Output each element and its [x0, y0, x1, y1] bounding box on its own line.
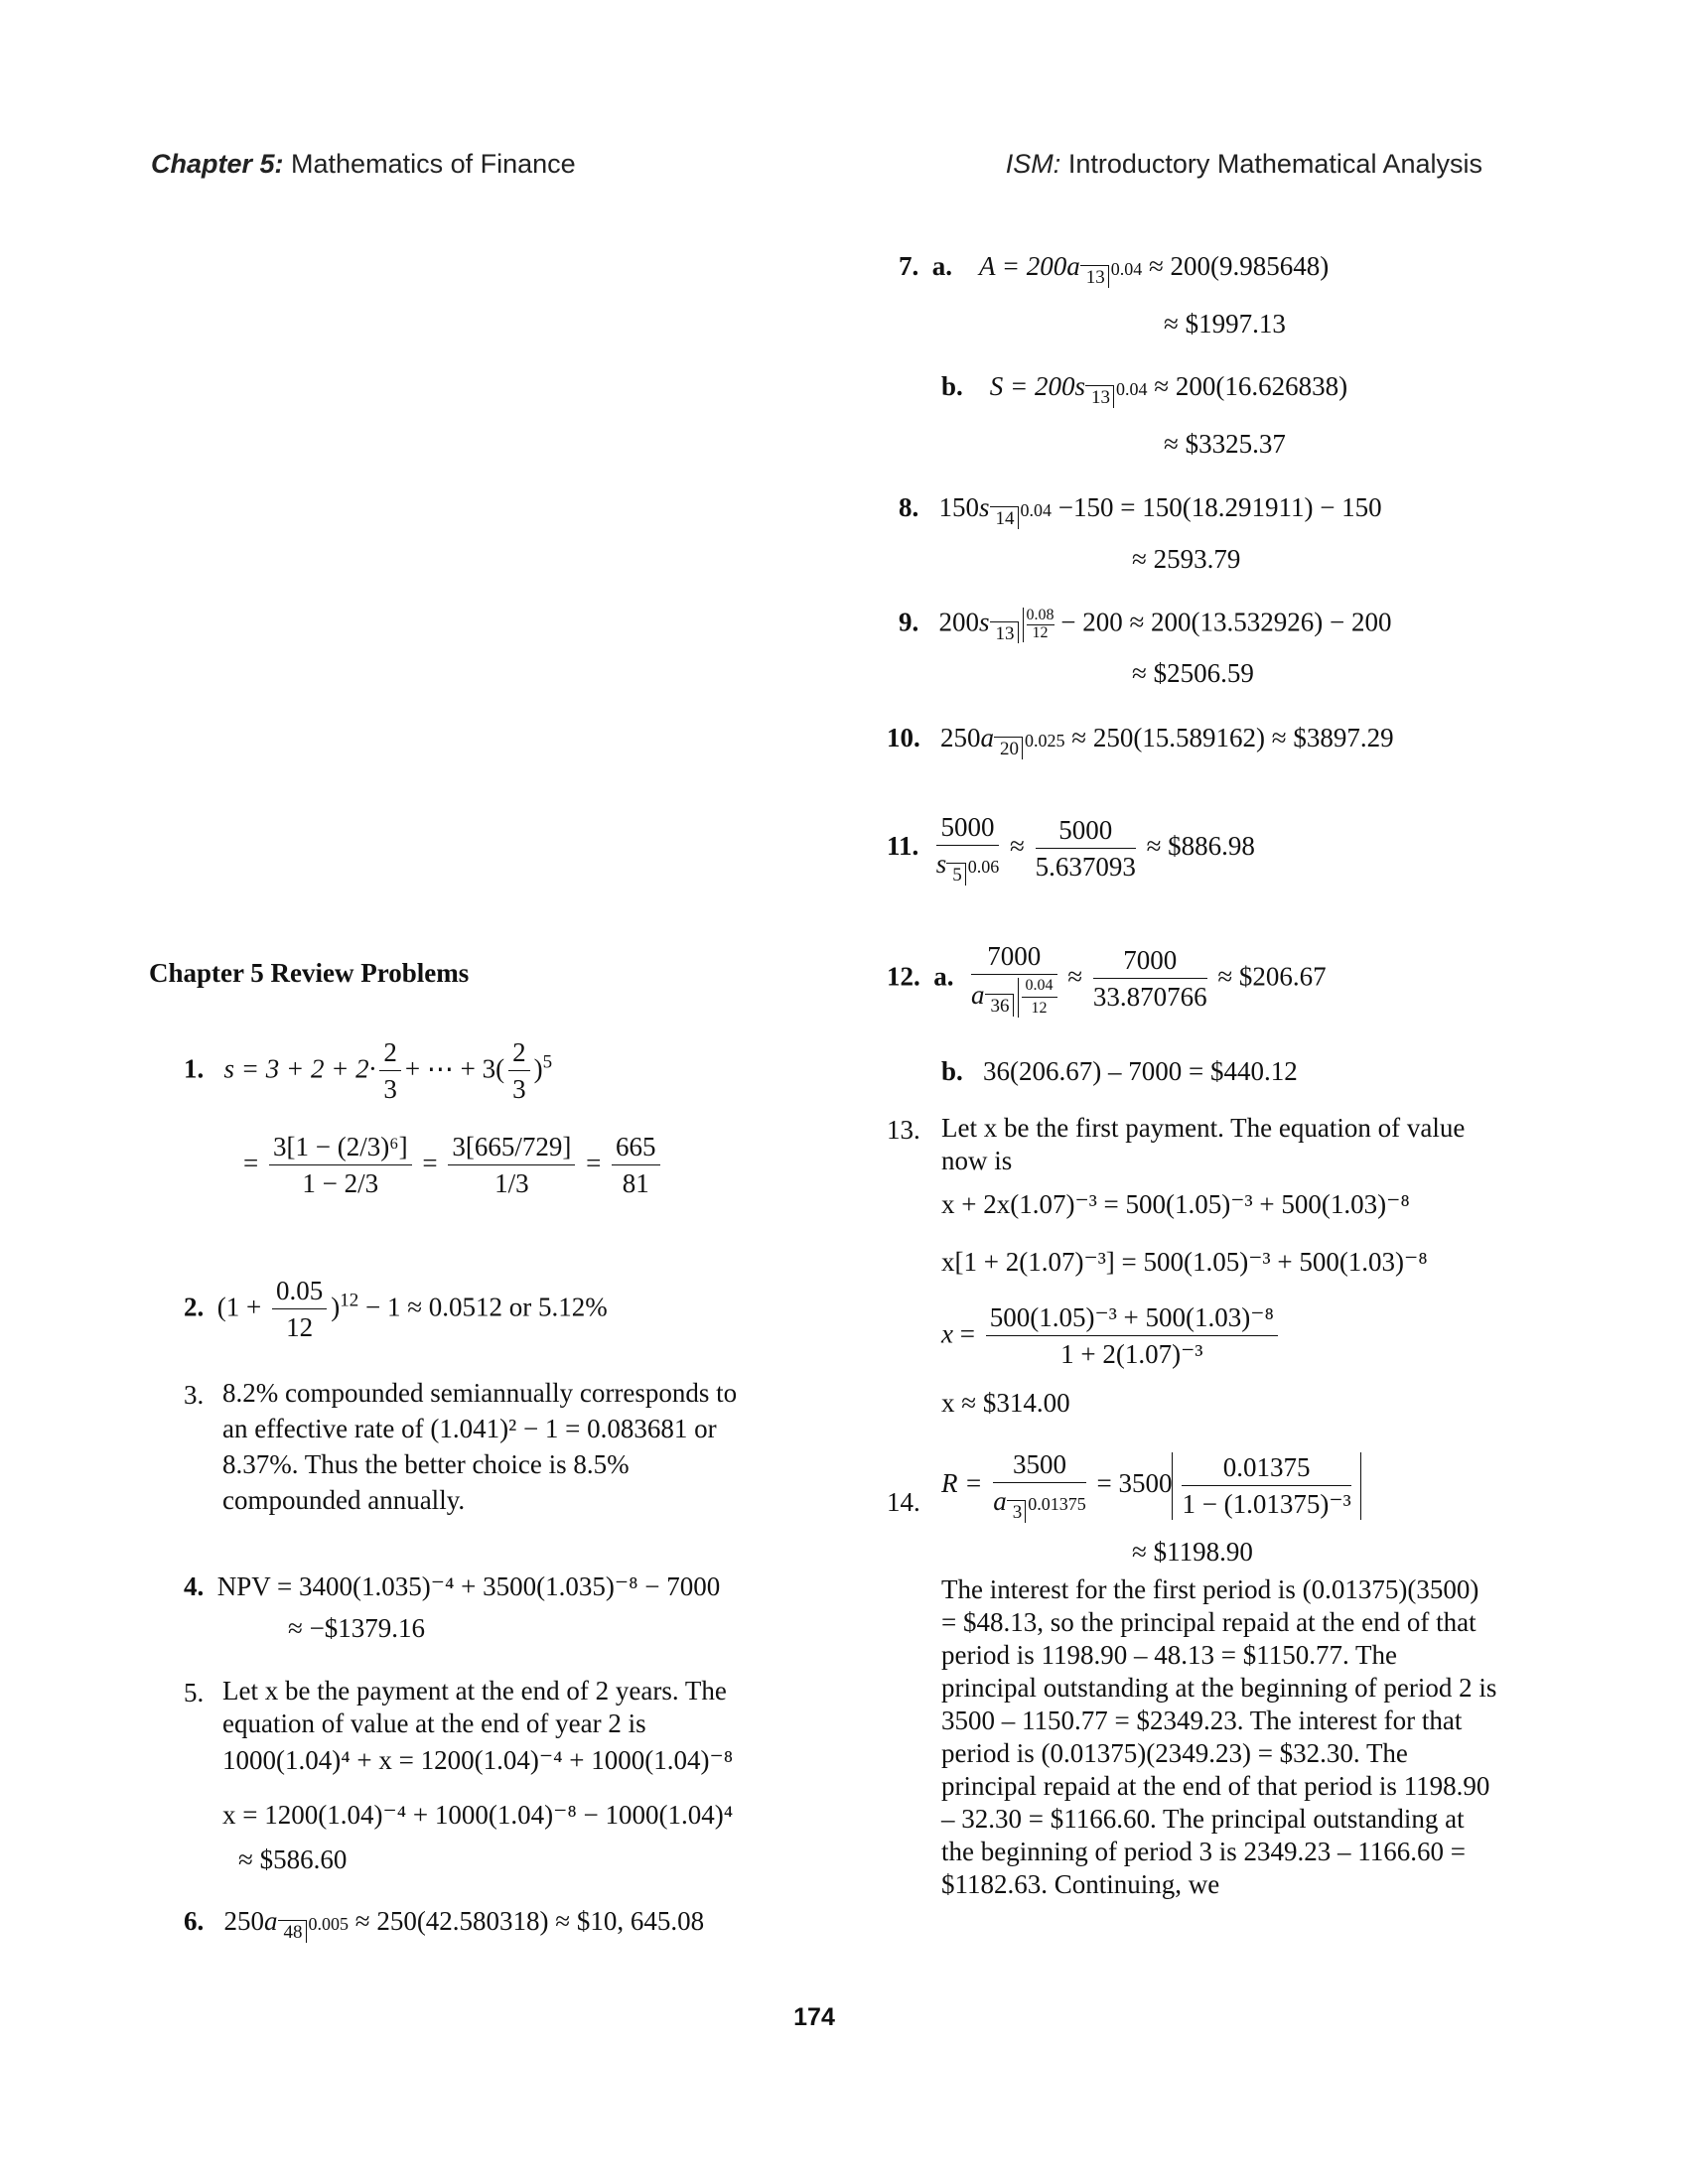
problem-3-num: 3. — [184, 1380, 205, 1410]
header-left — [151, 149, 576, 180]
problem-14-num: 14. — [887, 1487, 920, 1517]
problem-6: 6. 250a 48 0.005 ≈ 250(42.580318) ≈ $10, 645.08 — [184, 1906, 705, 1943]
problem-7b: b. S = 200s 13 0.04 ≈ 200(16.626838) — [941, 371, 1348, 408]
problem-13-line2: x[1 + 2(1.07)⁻³] = 500(1.05)⁻³ + 500(1.03)⁻⁸ — [941, 1247, 1428, 1277]
problem-5-intro: Let x be the payment at the end of 2 years. The equation of value at the end of year 2 is — [222, 1676, 727, 1738]
problem-8: 8. 150s 14 0.04 −150 = 150(18.291911) − 150 — [899, 492, 1382, 529]
problem-4-line2: ≈ −$1379.16 — [288, 1613, 426, 1643]
problem-8-result: ≈ 2593.79 — [1132, 544, 1241, 574]
problem-13-num: 13. — [887, 1115, 920, 1145]
problem-5-line2: x = 1200(1.04)⁻⁴ + 1000(1.04)⁻⁸ − 1000(1.04)⁴ — [222, 1800, 734, 1830]
problem-7a: 7. a. A = 200a 13 0.04 ≈ 200(9.985648) — [899, 251, 1330, 288]
problem-13-result: x ≈ $314.00 — [941, 1388, 1070, 1418]
problem-7a-result: ≈ $1997.13 — [1164, 309, 1286, 339]
problem-5-line1: 1000(1.04)⁴ + x = 1200(1.04)⁻⁴ + 1000(1.04)⁻⁸ — [222, 1745, 734, 1775]
problem-5-num: 5. — [184, 1678, 205, 1707]
ism-label: ISM: — [1005, 149, 1061, 179]
header-right — [1006, 149, 1482, 180]
problem-14-result: ≈ $1198.90 — [1132, 1537, 1253, 1567]
problem-13-line1: x + 2x(1.07)⁻³ = 500(1.05)⁻³ + 500(1.03)⁻⁸ — [941, 1189, 1410, 1219]
section-title: Chapter 5 Review Problems — [149, 958, 470, 988]
problem-1-line1: 1. s = 3 + 2 + 2· $\frac{2}{3}$ + ⋯ + 3( $\frac{2}{3}$ )$^5$ — [184, 1037, 553, 1105]
problem-13-line3: x = $\frac{\text{500(1.05)⁻³ + 500(1.03)⁻⁸}}{\text{1 + 2(1.07)⁻³}}$ — [941, 1302, 1282, 1370]
problem-9-result: ≈ $2506.59 — [1132, 658, 1254, 688]
chapter-label: Chapter 5: — [151, 149, 284, 179]
problem-14-eq: R = $\frac{3500}{a 3 0.01375}$ = 3500 $\frac{0.01375}{\text{1 − (1.01375)⁻³}}$ — [941, 1449, 1361, 1523]
problem-14-explanation: The interest for the first period is (0.01375)(3500) = $48.13, so the principal repaid at the end of that period is 1198.90 – 48.13 = $1150.77. The principal outstanding at the beginning of period 2 is 3500 – 1150.77 = $2349.23. The interest for that period is (0.01375)(2349.23) = $32.30. The principal repaid at the end of that period is 1198.90 – 32.30 = $1166.60. The principal outstanding at the beginning of period 3 is 2349.23 – 1166.60 = $1182.63. Continuing, we — [941, 1574, 1497, 1899]
chapter-title: Mathematics of Finance — [283, 149, 576, 179]
problem-5-line3: ≈ $586.60 — [238, 1844, 348, 1874]
problem-2: 2. (1 + $\frac{0.05}{12}$ )$^{12}$ − 1 ≈ 0.0512 or 5.12% — [184, 1276, 608, 1343]
problem-12b: b. 36(206.67) – 7000 = $440.12 — [941, 1056, 1298, 1086]
problem-4-line1: 4. NPV = 3400(1.035)⁻⁴ + 3500(1.035)⁻⁸ − 7000 — [184, 1571, 721, 1601]
page-number: 174 — [793, 2003, 835, 2031]
problem-1-line2: = $\frac{\text{3[1 − (2/3)⁶]}}{1 - 2/3}$ = $\frac{3[665/729]}{1/3}$ = $\frac{665}{81}$ — [243, 1132, 664, 1199]
problem-11: 11. $\frac{5000}{s 5 0.06}$ ≈ $\frac{5000}{5.637093}$ ≈ $886.98 — [887, 812, 1255, 887]
book-title: Introductory Mathematical Analysis — [1060, 149, 1482, 179]
problem-9: 9. 200s 13 $\frac{0.08}{12}$ − 200 ≈ 200(13.532926) − 200 — [899, 607, 1392, 644]
problem-3-text: 8.2% compounded semiannually corresponds to an effective rate of (1.041)² − 1 = 0.083681 or 8.37%. Thus the better choice is 8.5% compounded annually. — [222, 1378, 738, 1515]
problem-10: 10. 250a 20 0.025 ≈ 250(15.589162) ≈ $3897.29 — [887, 723, 1394, 759]
problem-7b-result: ≈ $3325.37 — [1164, 429, 1286, 459]
problem-12a: 12. a. 7000 a 36 $\frac{0.04}{12}$ ≈ $\frac{7000}{33.870766}$ ≈ $206.67 — [887, 941, 1327, 1018]
problem-13-intro: Let x be the first payment. The equation of value now is — [941, 1113, 1466, 1175]
